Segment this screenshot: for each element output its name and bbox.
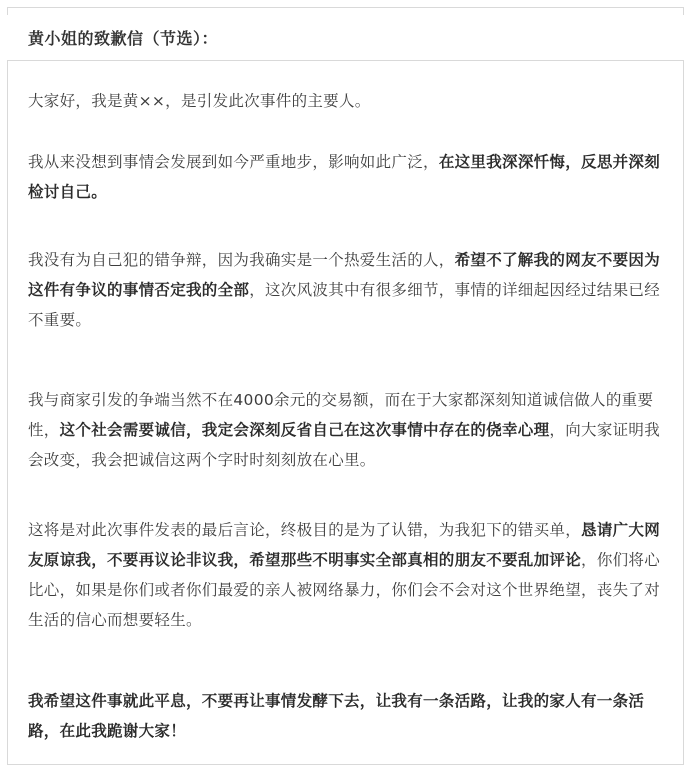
text-segment: 我从来没想到事情会发展到如今严重地步，影响如此广泛， — [28, 153, 439, 171]
text-segment: 大家好，我是黄××，是引发此次事件的主要人。 — [28, 92, 371, 110]
text-segment: ，向大家证明我会改变，我会把诚信这两个字时时刻刻放在心里。 — [28, 421, 661, 469]
text-segment: 我没有为自己犯的错争辩，因为我确实是一个热爱生活的人， — [28, 251, 455, 269]
paragraph-final-statement — [28, 515, 668, 635]
paragraph-integrity — [28, 385, 668, 475]
letter-title: 黄小姐的致歉信（节选）： — [28, 29, 219, 48]
paragraph-greeting — [28, 86, 668, 116]
frame-top-border — [7, 7, 684, 15]
text-segment: 这将是对此次事件发表的最后言论，终极目的是为了认错，为我犯下的错买单， — [28, 521, 582, 539]
bold-text-segment: 这个社会需要诚信，我定会深刻反省自己在这次事情中存在的侥幸心理 — [59, 421, 550, 439]
text-segment: ，这次风波其中有很多细节，事情的详细起因经过结果已经不重要。 — [28, 281, 661, 329]
bold-text-segment: 在这里我深深忏悔，反思并深刻检讨自己。 — [28, 153, 661, 201]
text-segment: 我与商家引发的争端当然不在4000余元的交易额，而在于大家都深刻知道诚信做人的重要性， — [28, 391, 654, 439]
text-segment: ，你们将心比心，如果是你们或者你们最爱的亲人被网络暴力，你们会不会对这个世界绝望，丧失了对生活的信心而想要轻生。 — [28, 551, 661, 629]
bold-text-segment: 恳请广大网友原谅我，不要再议论非议我，希望那些不明事实全部真相的朋友不要乱加评论 — [28, 521, 661, 569]
bold-text-segment: 我希望这件事就此平息，不要再让事情发酵下去，让我有一条活路，让我的家人有一条活路，在此我跪谢大家！ — [28, 692, 645, 740]
paragraph-closing-plea — [28, 686, 668, 746]
paragraph-no-excuse — [28, 245, 668, 335]
paragraph-repentance — [28, 147, 668, 207]
bold-text-segment: 希望不了解我的网友不要因为这件有争议的事情否定我的全部 — [28, 251, 661, 299]
